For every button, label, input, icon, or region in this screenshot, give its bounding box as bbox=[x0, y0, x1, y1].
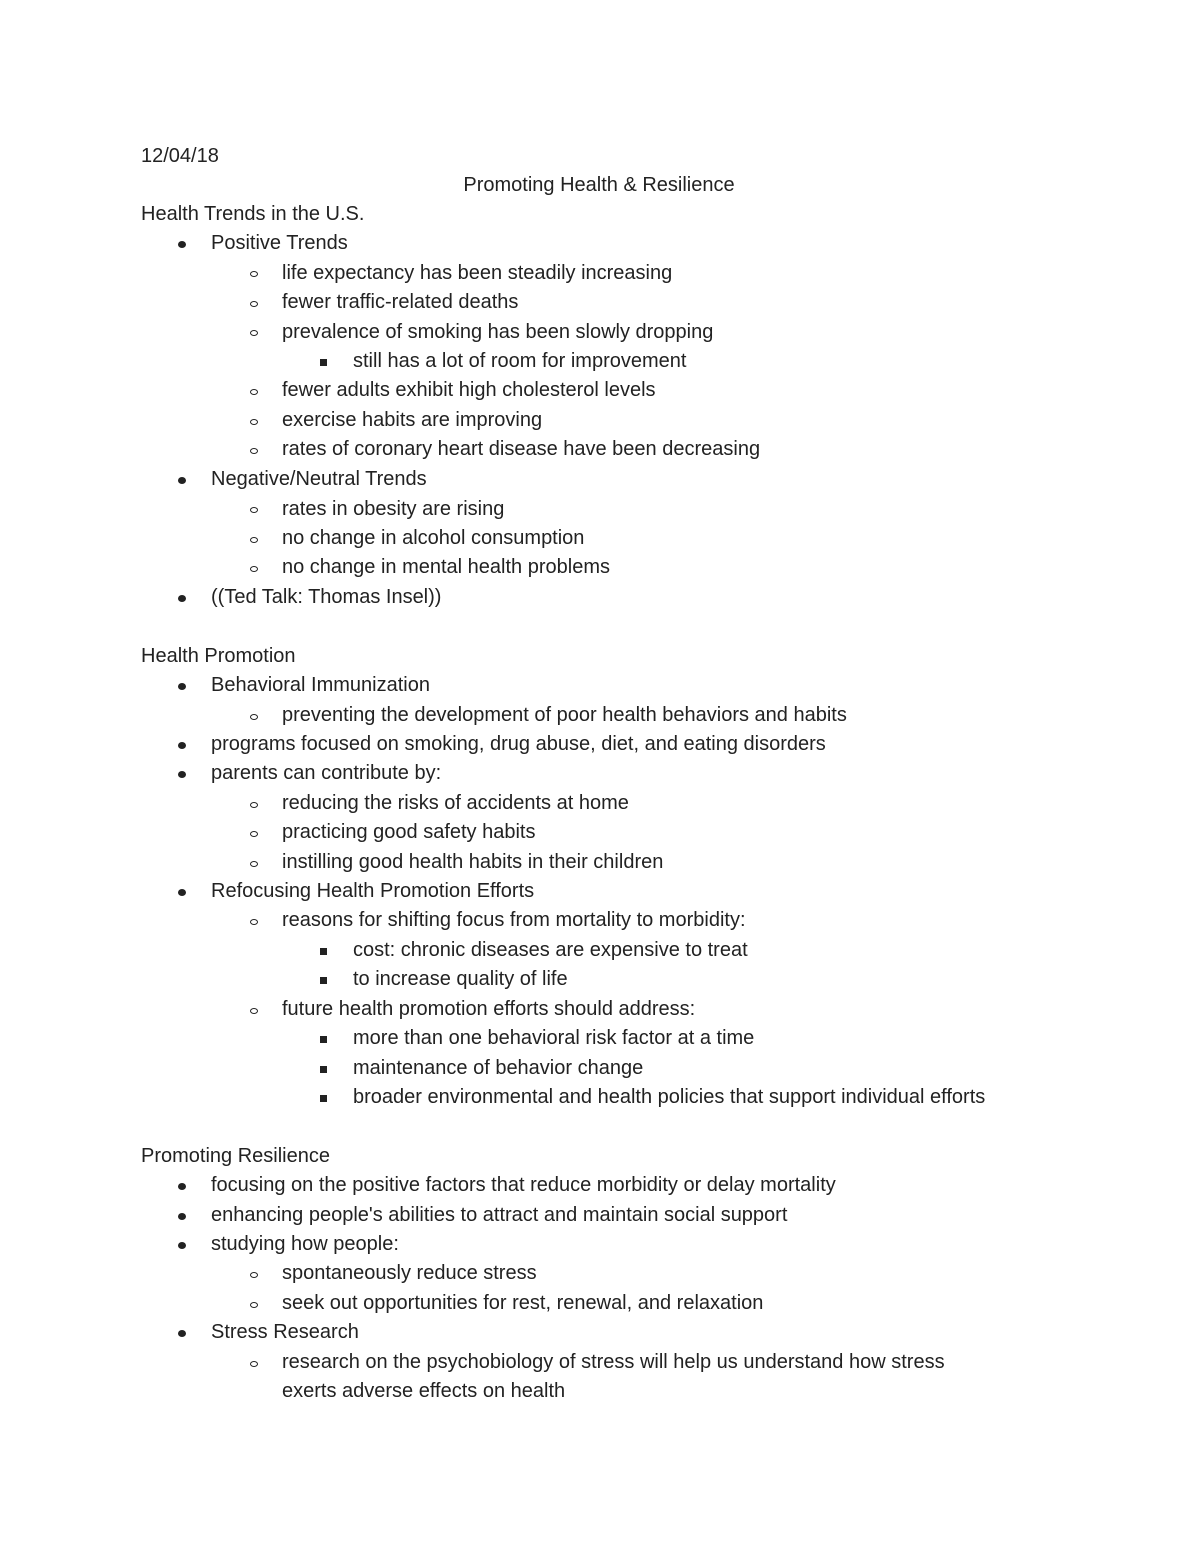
bullet-circle-icon bbox=[248, 821, 260, 845]
list-item: ((Ted Talk: Thomas Insel)) bbox=[211, 586, 442, 608]
bullet-square-icon bbox=[317, 1086, 329, 1110]
list-item: rates of coronary heart disease have been decreasing bbox=[282, 438, 761, 460]
list-item: Negative/Neutral Trends bbox=[211, 468, 427, 490]
list-item: Behavioral Immunization bbox=[211, 674, 430, 696]
list-item: studying how people: bbox=[211, 1233, 399, 1255]
bullet-dot-icon bbox=[176, 733, 188, 757]
list-item-continuation: exerts adverse effects on health bbox=[282, 1380, 566, 1402]
list-item: to increase quality of life bbox=[353, 968, 568, 990]
list-item: life expectancy has been steadily increasing bbox=[282, 262, 673, 284]
bullet-square-icon bbox=[317, 968, 329, 992]
bullet-circle-icon bbox=[248, 998, 260, 1022]
list-item: maintenance of behavior change bbox=[353, 1057, 644, 1079]
list-item: programs focused on smoking, drug abuse, diet, and eating disorders bbox=[211, 733, 826, 755]
bullet-circle-icon bbox=[248, 497, 260, 521]
list-item: fewer traffic-related deaths bbox=[282, 291, 519, 313]
bullet-dot-icon bbox=[176, 468, 188, 492]
bullet-square-icon bbox=[317, 1027, 329, 1051]
list-item: Positive Trends bbox=[211, 232, 348, 254]
bullet-circle-icon bbox=[248, 1292, 260, 1316]
bullet-dot-icon bbox=[176, 674, 188, 698]
list-item: focusing on the positive factors that reduce morbidity or delay mortality bbox=[211, 1174, 836, 1196]
bullet-dot-icon bbox=[176, 1233, 188, 1257]
list-item: practicing good safety habits bbox=[282, 821, 536, 843]
bullet-dot-icon bbox=[176, 1174, 188, 1198]
list-item: enhancing people's abilities to attract and maintain social support bbox=[211, 1204, 788, 1226]
list-item: reasons for shifting focus from mortality to morbidity: bbox=[282, 909, 746, 931]
bullet-circle-icon bbox=[248, 291, 260, 315]
list-item: research on the psychobiology of stress will help us understand how stress bbox=[282, 1351, 945, 1373]
list-item: exercise habits are improving bbox=[282, 409, 543, 431]
list-item: prevalence of smoking has been slowly dropping bbox=[282, 321, 714, 343]
list-item: no change in mental health problems bbox=[282, 556, 610, 578]
bullet-square-icon bbox=[317, 350, 329, 374]
section-heading: Health Trends in the U.S. bbox=[141, 203, 365, 225]
list-item: parents can contribute by: bbox=[211, 762, 442, 784]
list-item: rates in obesity are rising bbox=[282, 498, 505, 520]
bullet-circle-icon bbox=[248, 556, 260, 580]
bullet-dot-icon bbox=[176, 586, 188, 610]
list-item: spontaneously reduce stress bbox=[282, 1262, 537, 1284]
date-line: 12/04/18 bbox=[141, 145, 219, 167]
list-item: still has a lot of room for improvement bbox=[353, 350, 687, 372]
list-item: Refocusing Health Promotion Efforts bbox=[211, 880, 535, 902]
bullet-circle-icon bbox=[248, 1262, 260, 1286]
bullet-circle-icon bbox=[248, 527, 260, 551]
bullet-circle-icon bbox=[248, 704, 260, 728]
list-item: seek out opportunities for rest, renewal, and relaxation bbox=[282, 1292, 764, 1314]
bullet-circle-icon bbox=[248, 1351, 260, 1375]
section-heading: Health Promotion bbox=[141, 645, 296, 667]
list-item: reducing the risks of accidents at home bbox=[282, 792, 629, 814]
bullet-square-icon bbox=[317, 939, 329, 963]
document-title: Promoting Health & Resilience bbox=[463, 174, 735, 196]
bullet-circle-icon bbox=[248, 379, 260, 403]
list-item: cost: chronic diseases are expensive to treat bbox=[353, 939, 748, 961]
bullet-dot-icon bbox=[176, 762, 188, 786]
bullet-dot-icon bbox=[176, 1204, 188, 1228]
list-item: fewer adults exhibit high cholesterol levels bbox=[282, 379, 656, 401]
bullet-square-icon bbox=[317, 1057, 329, 1081]
list-item: no change in alcohol consumption bbox=[282, 527, 585, 549]
bullet-circle-icon bbox=[248, 438, 260, 462]
list-item: instilling good health habits in their children bbox=[282, 851, 664, 873]
bullet-circle-icon bbox=[248, 261, 260, 285]
list-item: broader environmental and health policies that support individual efforts bbox=[353, 1086, 986, 1108]
bullet-circle-icon bbox=[248, 409, 260, 433]
list-item: future health promotion efforts should address: bbox=[282, 998, 696, 1020]
list-item: more than one behavioral risk factor at a time bbox=[353, 1027, 755, 1049]
list-item: Stress Research bbox=[211, 1321, 359, 1343]
bullet-dot-icon bbox=[176, 880, 188, 904]
bullet-dot-icon bbox=[176, 1321, 188, 1345]
bullet-circle-icon bbox=[248, 792, 260, 816]
list-item: preventing the development of poor health behaviors and habits bbox=[282, 704, 847, 726]
section-heading: Promoting Resilience bbox=[141, 1145, 330, 1167]
bullet-dot-icon bbox=[176, 232, 188, 256]
bullet-circle-icon bbox=[248, 851, 260, 875]
bullet-circle-icon bbox=[248, 909, 260, 933]
bullet-circle-icon bbox=[248, 320, 260, 344]
